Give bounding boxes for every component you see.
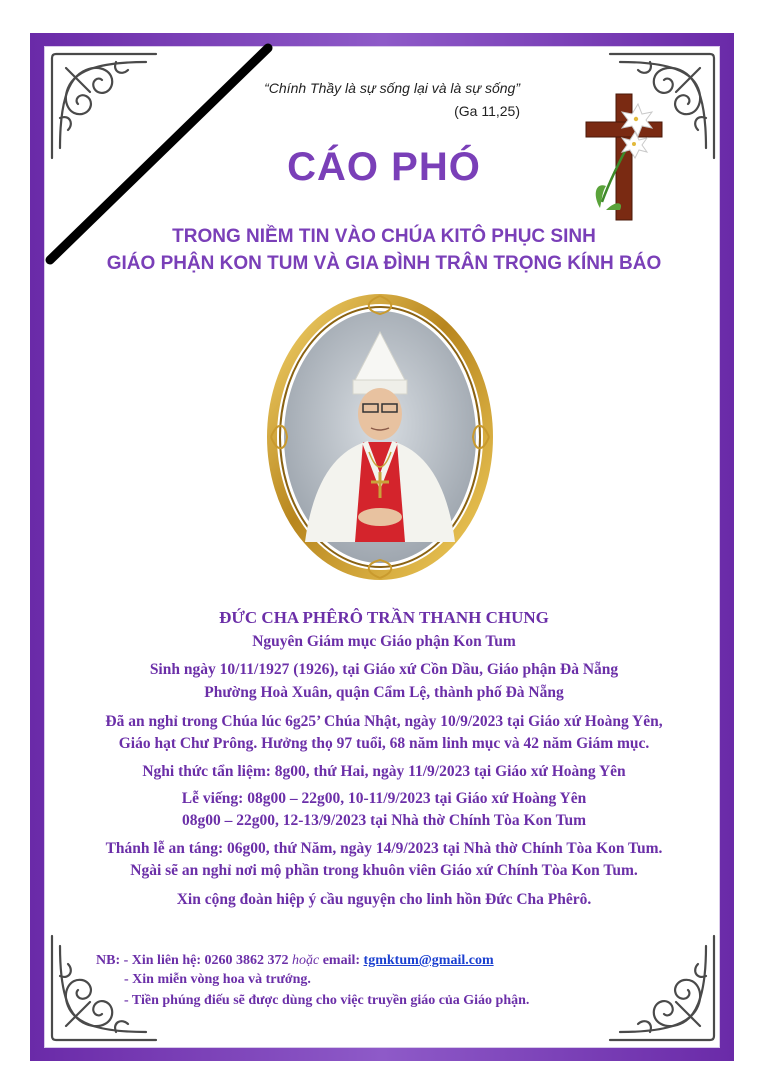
death-line-2: Giáo hạt Chư Prông. Hưởng thọ 97 tuổi, 68 năm linh mục và 42 năm Giám mục. <box>118 735 650 752</box>
deceased-name: ĐỨC CHA PHÊRÔ TRẦN THANH CHUNG <box>219 608 549 627</box>
bishop-portrait <box>265 292 495 582</box>
corner-ornament-bottom-right <box>600 926 720 1046</box>
birth-line-2: Phường Hoà Xuân, quận Cẩm Lệ, thành phố Đà Nẵng <box>204 684 564 701</box>
prayer-line: Xin cộng đoàn hiệp ý cầu nguyện cho linh hồn Đức Cha Phêrô. <box>176 891 592 908</box>
contact-prefix: NB: - Xin liên hệ: 0260 3862 372 <box>96 953 292 968</box>
contact-or: hoặc <box>292 953 320 968</box>
heading-line-2: GIÁO PHẬN KON TUM VÀ GIA ĐÌNH TRÂN TRỌNG KÍNH BÁO <box>106 253 662 274</box>
funeral-line-2: Ngài sẽ an nghỉ nơi mộ phần trong khuôn viên Giáo xứ Chính Tòa Kon Tum. <box>130 862 638 879</box>
funeral-line-1: Thánh lễ an táng: 06g00, thứ Năm, ngày 14/9/2023 tại Nhà thờ Chính Tòa Kon Tum. <box>105 840 663 857</box>
encoffining-line: Nghi thức tẩn liệm: 8g00, thứ Hai, ngày 11/9/2023 tại Giáo xứ Hoàng Yên <box>142 763 626 780</box>
birth-line-1: Sinh ngày 10/11/1927 (1926), tại Giáo xứ Cồn Dầu, Giáo phận Đà Nẵng <box>149 661 619 678</box>
no-wreaths-note: - Xin miễn vòng hoa và trướng. <box>124 972 311 987</box>
contact-note <box>96 953 494 969</box>
visitation-line-1: Lễ viếng: 08g00 – 22g00, 10-11/9/2023 tại Giáo xứ Hoàng Yên <box>181 790 587 807</box>
deceased-role: Nguyên Giám mục Giáo phận Kon Tum <box>252 633 516 650</box>
scripture-quote: “Chính Thầy là sự sống lại và là sự sống” <box>264 80 520 96</box>
email-link[interactable]: tgmktum@gmail.com <box>363 953 494 968</box>
scripture-reference: (Ga 11,25) <box>454 103 520 119</box>
visitation-line-2: 08g00 – 22g00, 12-13/9/2023 tại Nhà thờ Chính Tòa Kon Tum <box>181 812 587 829</box>
death-line-1: Đã an nghỉ trong Chúa lúc 6g25’ Chúa Nhật, ngày 10/9/2023 tại Giáo xứ Hoàng Yên, <box>105 713 663 730</box>
donation-note: - Tiền phúng điếu sẽ được dùng cho việc truyền giáo của Giáo phận. <box>124 993 530 1008</box>
page-title: CÁO PHÓ <box>287 145 481 189</box>
contact-email-label: email: <box>319 953 364 968</box>
heading-line-1: TRONG NIỀM TIN VÀO CHÚA KITÔ PHỤC SINH <box>172 226 596 247</box>
